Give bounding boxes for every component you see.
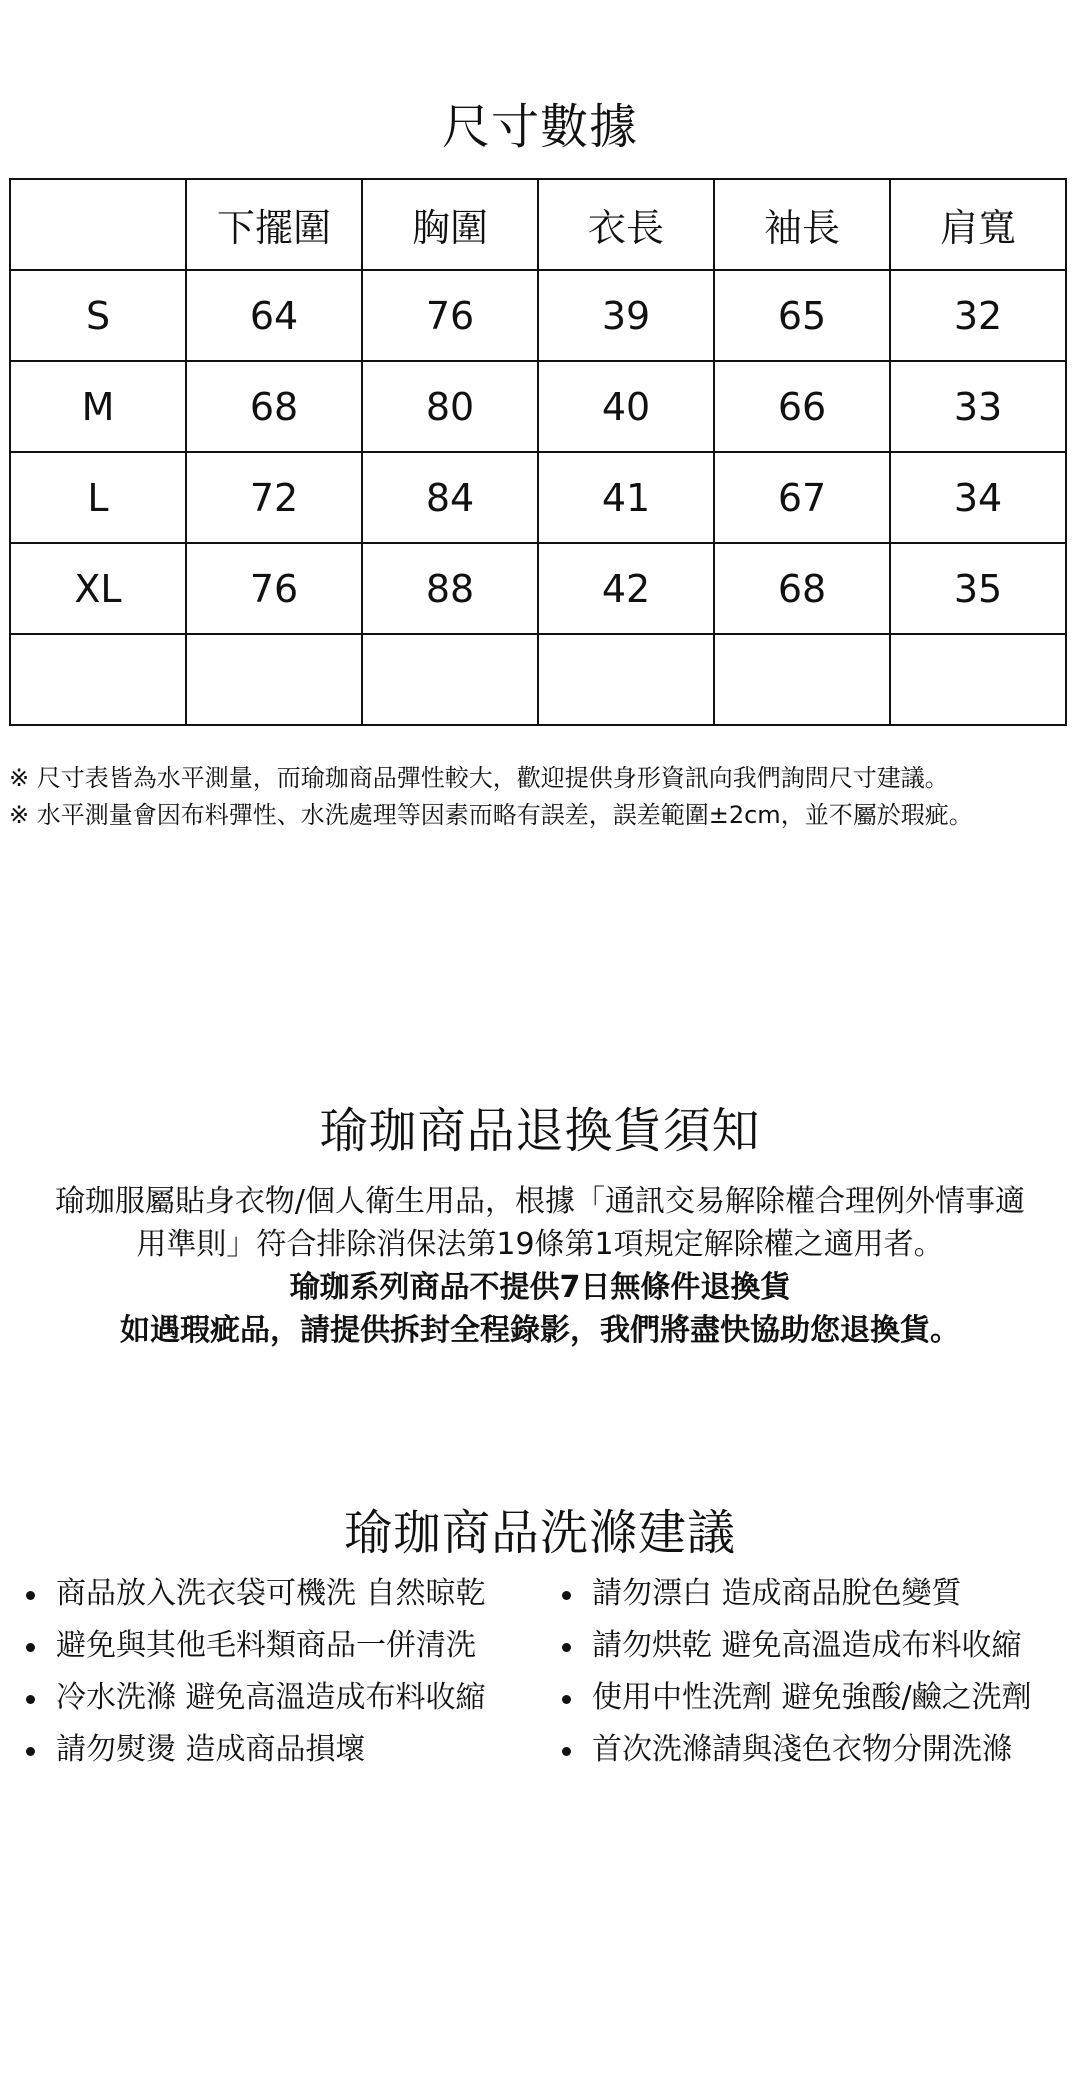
table-row	[10, 361, 1066, 452]
table-cell: 39	[538, 270, 714, 361]
size-table	[9, 178, 1067, 726]
table-cell: 34	[890, 452, 1066, 543]
list-item: 商品放入洗衣袋可機洗 自然晾乾	[22, 1568, 542, 1620]
size-note: ※ 尺寸表皆為水平測量，而瑜珈商品彈性較大，歡迎提供身形資訊向我們詢問尺寸建議。	[9, 764, 949, 792]
table-cell: 33	[890, 361, 1066, 452]
table-cell: 68	[714, 543, 890, 634]
table-cell: 84	[362, 452, 538, 543]
table-cell	[186, 634, 362, 725]
table-cell	[714, 634, 890, 725]
table-cell: 88	[362, 543, 538, 634]
table-row	[10, 543, 1066, 634]
header-cell-corner	[10, 179, 186, 270]
return-policy-emphasis: 瑜珈系列商品不提供7日無條件退換貨	[289, 1270, 791, 1305]
header-cell-length: 衣長	[538, 179, 714, 270]
table-cell: 64	[186, 270, 362, 361]
table-cell: 66	[714, 361, 890, 452]
care-list-left	[22, 1568, 542, 1776]
list-item: 請勿熨燙 造成商品損壞	[22, 1724, 542, 1776]
care-list-right	[558, 1568, 1073, 1776]
table-cell: 35	[890, 543, 1066, 634]
list-item: 使用中性洗劑 避免強酸/鹼之洗劑	[558, 1672, 1073, 1724]
list-item: 首次洗滌請與淺色衣物分開洗滌	[558, 1724, 1073, 1776]
size-notes	[9, 760, 1071, 834]
table-cell	[10, 634, 186, 725]
return-policy-text: 用準則」符合排除消保法第19條第1項規定解除權之適用者。	[136, 1227, 944, 1262]
size-label-cell: L	[10, 452, 186, 543]
list-item: 避免與其他毛料類商品一併清洗	[22, 1620, 542, 1672]
table-row-empty	[10, 634, 1066, 725]
table-cell: 80	[362, 361, 538, 452]
header-cell-shoulder: 肩寬	[890, 179, 1066, 270]
table-cell: 76	[362, 270, 538, 361]
size-note: ※ 水平測量會因布料彈性、水洗處理等因素而略有誤差，誤差範圍±2cm，並不屬於瑕疵。	[9, 801, 973, 829]
header-cell-hem: 下擺圍	[186, 179, 362, 270]
table-row	[10, 270, 1066, 361]
table-cell: 76	[186, 543, 362, 634]
table-row	[10, 452, 1066, 543]
table-cell: 67	[714, 452, 890, 543]
size-label-cell: M	[10, 361, 186, 452]
table-cell: 40	[538, 361, 714, 452]
care-instructions-title: 瑜珈商品洗滌建議	[343, 1505, 736, 1561]
return-policy-text: 瑜珈服屬貼身衣物/個人衛生用品，根據「通訊交易解除權合理例外情事適	[54, 1184, 1026, 1219]
size-chart-title: 尺寸數據	[441, 99, 638, 155]
header-cell-sleeve: 袖長	[714, 179, 890, 270]
table-cell	[538, 634, 714, 725]
table-cell: 72	[186, 452, 362, 543]
return-policy-emphasis: 如遇瑕疵品，請提供拆封全程錄影，我們將盡快協助您退換貨。	[120, 1313, 960, 1348]
table-cell: 42	[538, 543, 714, 634]
size-label-cell: XL	[10, 543, 186, 634]
return-policy-body	[10, 1180, 1070, 1352]
header-cell-chest: 胸圍	[362, 179, 538, 270]
table-cell: 68	[186, 361, 362, 452]
table-cell	[890, 634, 1066, 725]
size-label-cell: S	[10, 270, 186, 361]
table-cell: 32	[890, 270, 1066, 361]
list-item: 請勿漂白 造成商品脫色變質	[558, 1568, 1073, 1620]
list-item: 請勿烘乾 避免高溫造成布料收縮	[558, 1620, 1073, 1672]
table-header-row	[10, 179, 1066, 270]
table-cell: 65	[714, 270, 890, 361]
list-item: 冷水洗滌 避免高溫造成布料收縮	[22, 1672, 542, 1724]
table-cell	[362, 634, 538, 725]
return-policy-title: 瑜珈商品退換貨須知	[319, 1103, 761, 1159]
table-cell: 41	[538, 452, 714, 543]
